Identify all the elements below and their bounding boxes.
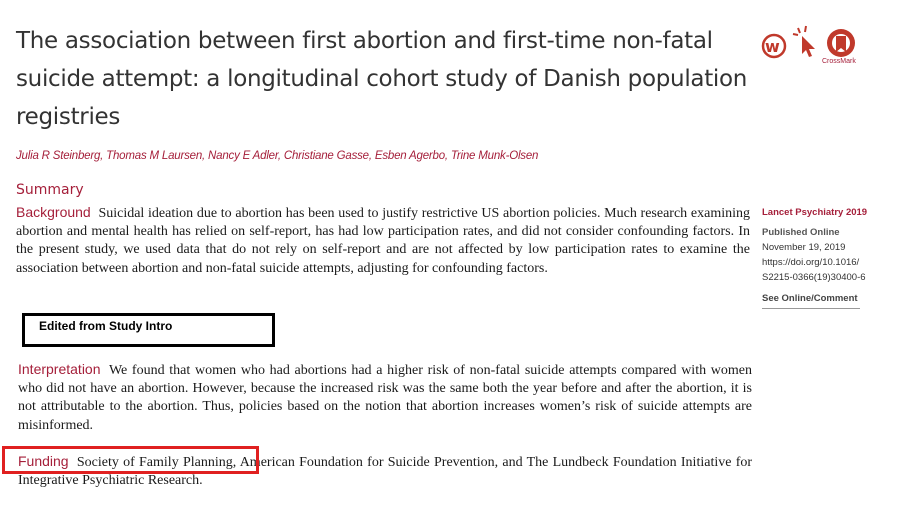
svg-text:w: w [765,37,780,56]
interpretation-label: Interpretation [18,361,101,377]
background-label: Background [16,204,91,220]
edited-note-box: Edited from Study Intro [22,313,275,347]
see-online-link[interactable]: See Online/Comment [762,293,858,304]
background-paragraph [16,203,750,278]
author-list: Julia R Steinberg, Thomas M Laursen, Nancy E Adler, Christiane Gasse, Esben Agerbo, Trine Munk-Olsen [16,150,539,162]
cursor-click-icon[interactable] [793,26,815,57]
journal-name: Lancet Psychiatry 2019 [762,207,868,218]
doi-line-1[interactable]: https://doi.org/10.1016/ [762,257,860,268]
crossmark-icon[interactable] [827,29,855,57]
summary-heading: Summary [16,182,84,198]
background-text: Suicidal ideation due to abortion has been used to justify restrictive US abortion policies. Much research examining abortion and mental health has relied on self-report, has had low participation rates, and did not consider confounding factors. In the present study, we used data that do not rely on self-report and are not affected by low participation rates to examine the association between abortion and non-fatal suicide attempts, adjusting for confounding factors. [16,206,750,276]
publication-sidebar [762,205,892,309]
published-date: November 19, 2019 [762,242,846,253]
funding-highlight-box [2,446,259,474]
published-label: Published Online [762,227,840,238]
article-title: The association between first abortion and first-time non-fatal suicide attempt: a longitudinal cohort study of Danish population registries [16,28,748,130]
interpretation-text: We found that women who had abortions had a higher risk of non-fatal suicide attempts compared with women who did not have an abortion. However, because the increased risk was the same both the year before and after the abortion, it is not attributable to the abortion. Thus, policies based on the notion that abortion increases women’s risk of suicide attempts are misinformed. [18,363,752,433]
doi-line-2[interactable]: S2215-0366(19)30400-6 [762,272,866,283]
interpretation-paragraph [18,360,752,435]
funding-label: Funding [18,453,69,469]
funding-text: Society of Family Planning, American Foundation for Suicide Prevention, and The Lundbeck Foundation Initiative for Integrative Psychiatric Research. [18,455,753,489]
crossmark-label: CrossMark [822,58,856,65]
sidebar-divider [762,308,860,309]
w-logo-icon[interactable] [763,35,785,57]
